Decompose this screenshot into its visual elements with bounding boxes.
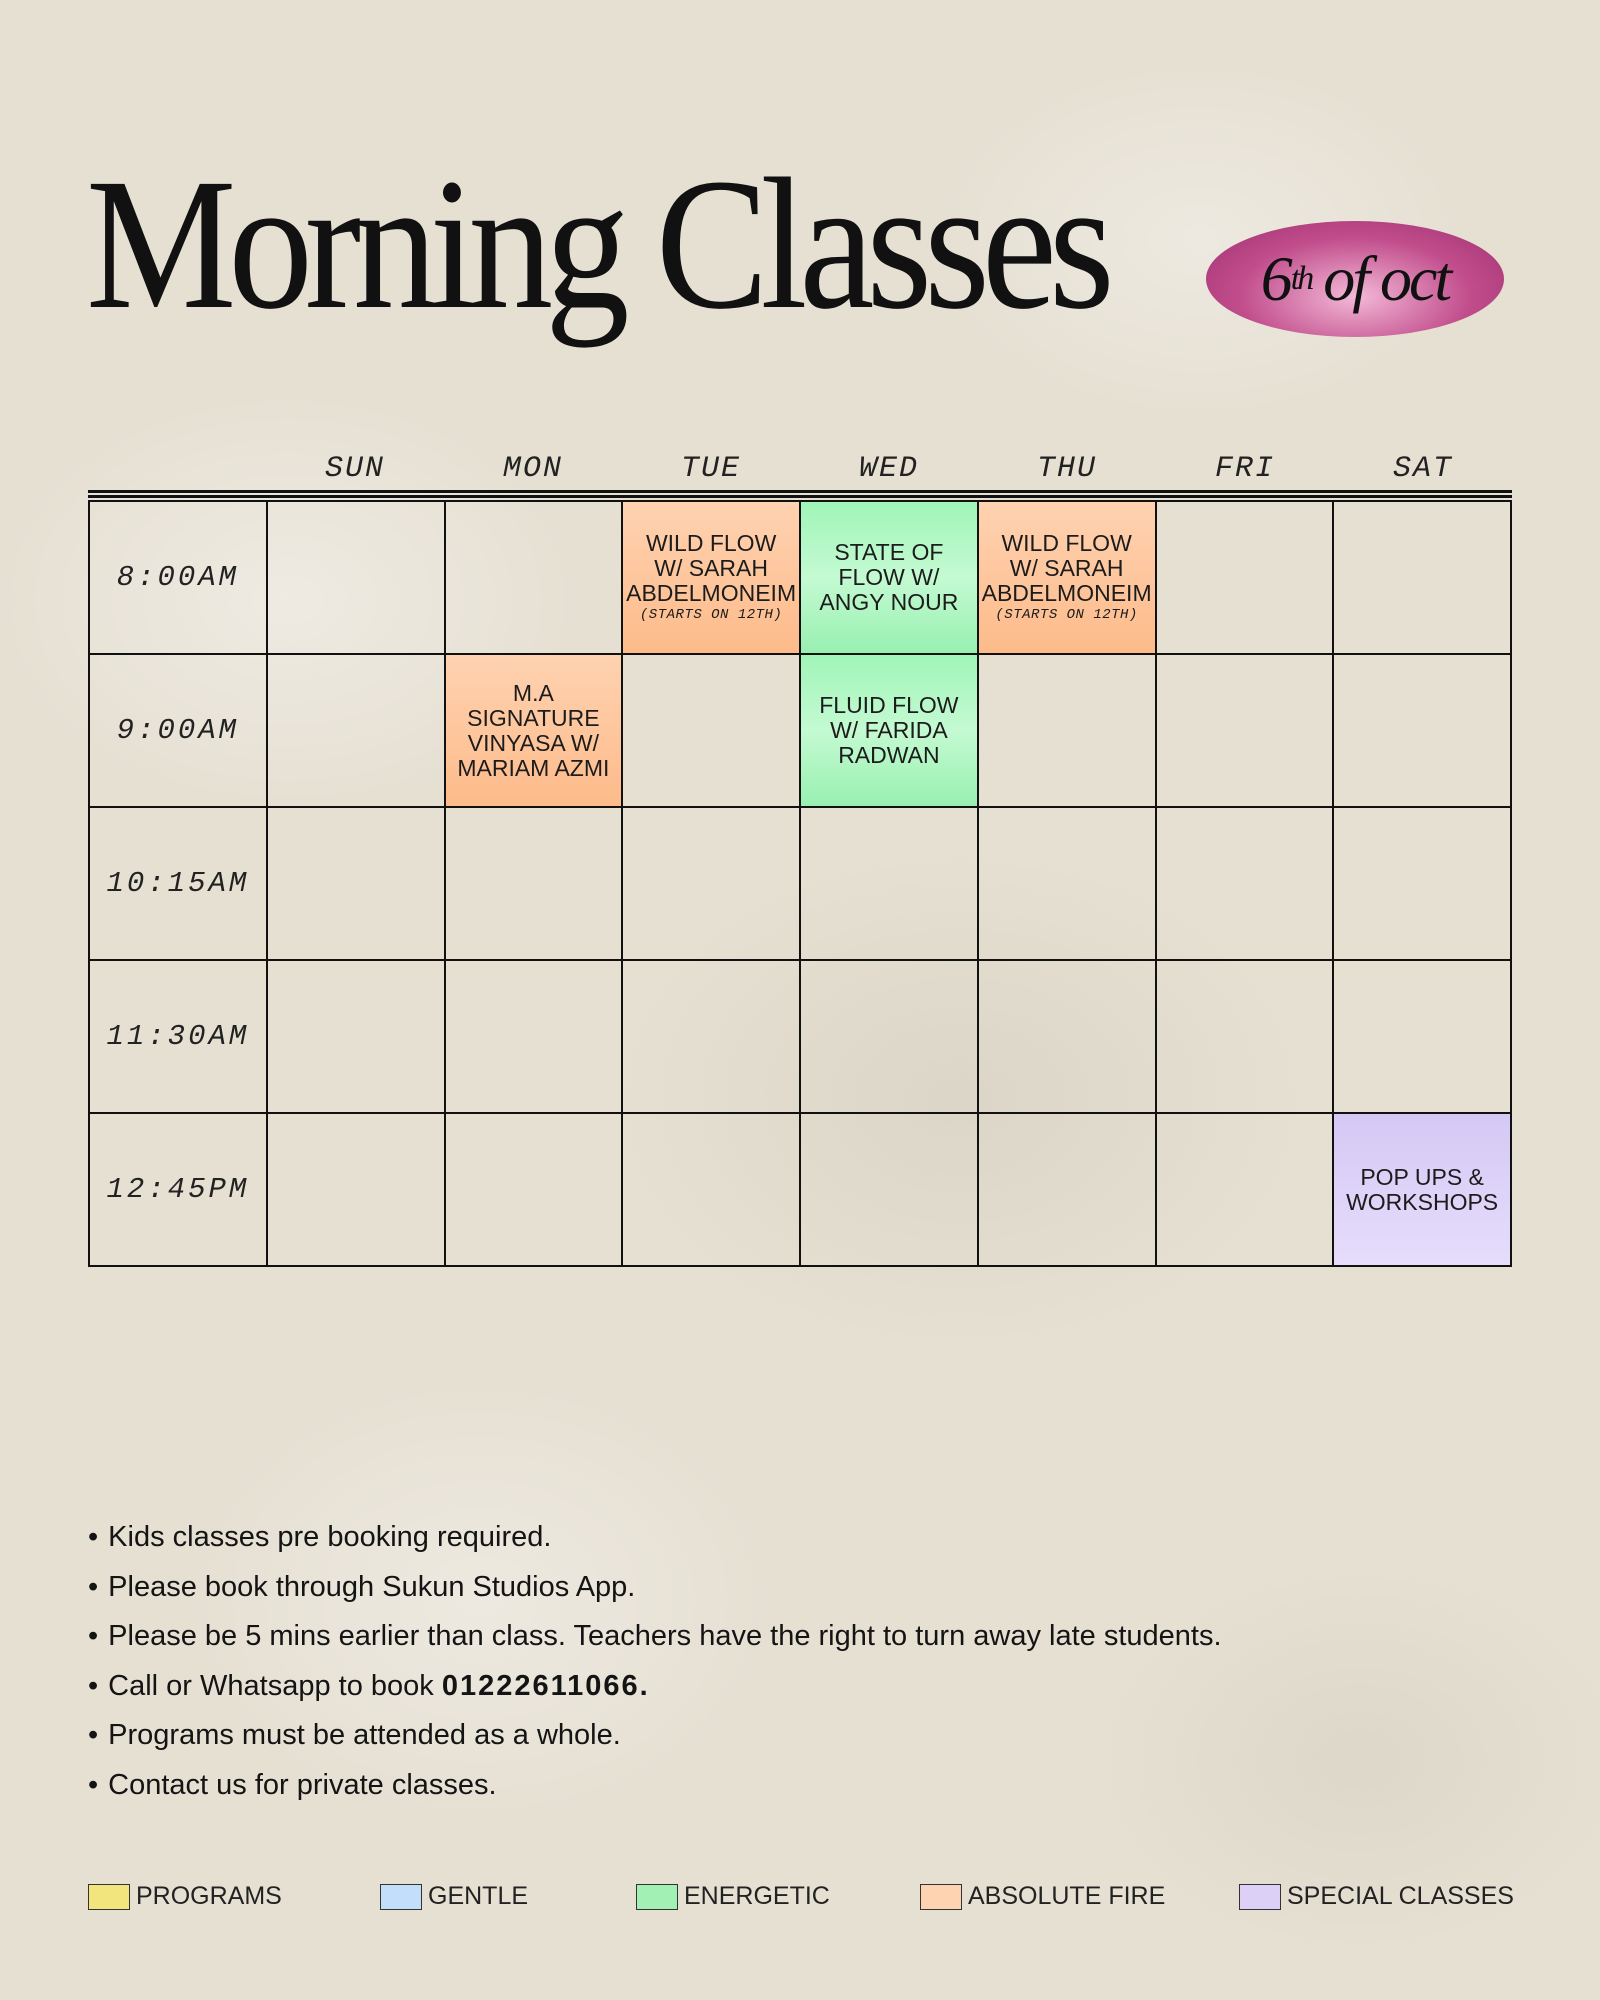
day-tue: TUE	[680, 452, 741, 486]
class-note: (STARTS ON 12TH)	[639, 607, 783, 623]
phone-number[interactable]: 01222611066.	[441, 1669, 650, 1702]
class-thu-800[interactable]	[978, 501, 1156, 654]
time-label: 8:00AM	[116, 561, 240, 594]
note-item: • Please book through Sukun Studios App.	[88, 1563, 1222, 1613]
class-mon-900[interactable]	[445, 654, 623, 807]
date-month: of oct	[1323, 243, 1450, 314]
class-line: W/ SARAH	[654, 555, 768, 581]
class-line: MARIAM AZMI	[457, 754, 610, 781]
time-label: 11:30AM	[106, 1020, 250, 1053]
date-day: 6	[1260, 243, 1290, 314]
time-cell	[89, 960, 267, 1113]
class-line: RADWAN	[838, 742, 940, 768]
slot-wed-1245	[800, 1113, 978, 1266]
slot-sun-800	[267, 501, 445, 654]
class-wed-800[interactable]	[800, 501, 978, 654]
slot-fri-800	[1156, 501, 1334, 654]
class-sat-1245[interactable]	[1333, 1113, 1511, 1266]
slot-wed-1130	[800, 960, 978, 1113]
note-item: • Please be 5 mins earlier than class. Teachers have the right to turn away late students.	[88, 1612, 1222, 1662]
legend-item-programs	[88, 1882, 282, 1911]
slot-sun-1130	[267, 960, 445, 1113]
slot-tue-1130	[622, 960, 800, 1113]
schedule-grid	[88, 500, 1512, 1267]
slot-sat-900	[1333, 654, 1511, 807]
day-fri: FRI	[1214, 452, 1275, 486]
note-item: • Kids classes pre booking required.	[88, 1513, 1222, 1563]
class-line: W/ FARIDA	[830, 717, 948, 743]
legend-item-energetic	[636, 1882, 830, 1911]
day-header-row	[266, 452, 1512, 492]
legend-item-gentle	[380, 1882, 528, 1911]
time-cell	[89, 1113, 267, 1266]
slot-sat-1130	[1333, 960, 1511, 1113]
legend-item-special-classes	[1239, 1882, 1514, 1911]
header-rule-bottom	[88, 495, 1512, 498]
slot-thu-900	[978, 654, 1156, 807]
slot-mon-1130	[445, 960, 623, 1113]
class-tue-800[interactable]	[622, 501, 800, 654]
legend-swatch	[88, 1884, 130, 1910]
slot-sat-800	[1333, 501, 1511, 654]
legend-label: ABSOLUTE FIRE	[968, 1882, 1166, 1910]
legend-label: ENERGETIC	[684, 1882, 830, 1910]
day-sun: SUN	[324, 452, 385, 486]
note-item: • Programs must be attended as a whole.	[88, 1711, 1222, 1761]
class-wed-900[interactable]	[800, 654, 978, 807]
class-line: POP UPS &	[1360, 1163, 1484, 1190]
slot-tue-1015	[622, 807, 800, 960]
class-line: ABDELMONEIM	[981, 580, 1152, 606]
date-badge	[1206, 221, 1504, 337]
class-line: STATE OF	[834, 539, 944, 565]
slot-mon-800	[445, 501, 623, 654]
slot-sun-1245	[267, 1113, 445, 1266]
date-suffix: th	[1290, 260, 1312, 297]
day-wed: WED	[858, 452, 919, 486]
time-cell	[89, 654, 267, 807]
time-label: 10:15AM	[106, 867, 250, 900]
legend-swatch	[920, 1884, 962, 1910]
class-line: WILD FLOW	[1001, 530, 1132, 556]
slot-thu-1130	[978, 960, 1156, 1113]
class-line: ABDELMONEIM	[626, 580, 797, 606]
slot-wed-1015	[800, 807, 978, 960]
class-line: FLOW W/	[838, 564, 940, 590]
time-label: 9:00AM	[116, 714, 240, 747]
header-rule-top	[88, 490, 1512, 493]
slot-sun-1015	[267, 807, 445, 960]
legend-label: SPECIAL CLASSES	[1287, 1882, 1514, 1910]
slot-tue-1245	[622, 1113, 800, 1266]
slot-mon-1015	[445, 807, 623, 960]
day-sat: SAT	[1392, 452, 1453, 486]
class-line: WORKSHOPS	[1346, 1188, 1499, 1215]
day-thu: THU	[1036, 452, 1097, 486]
slot-sun-900	[267, 654, 445, 807]
slot-thu-1245	[978, 1113, 1156, 1266]
legend-swatch	[1239, 1884, 1281, 1910]
legend-swatch	[380, 1884, 422, 1910]
class-line: ANGY NOUR	[819, 589, 959, 615]
slot-fri-1245	[1156, 1113, 1334, 1266]
legend-swatch	[636, 1884, 678, 1910]
notes-list	[88, 1513, 1222, 1810]
slot-tue-900	[622, 654, 800, 807]
time-cell	[89, 501, 267, 654]
day-mon: MON	[502, 452, 563, 486]
slot-thu-1015	[978, 807, 1156, 960]
note-item-booking	[88, 1662, 1222, 1712]
class-line: M.A	[512, 679, 554, 706]
note-item: • Contact us for private classes.	[88, 1761, 1222, 1811]
time-label: 12:45PM	[106, 1173, 250, 1206]
slot-fri-1130	[1156, 960, 1334, 1113]
legend	[0, 1882, 1600, 1914]
class-line: W/ SARAH	[1009, 555, 1124, 581]
slot-mon-1245	[445, 1113, 623, 1266]
legend-label: PROGRAMS	[136, 1882, 282, 1910]
slot-sat-1015	[1333, 807, 1511, 960]
slot-fri-1015	[1156, 807, 1334, 960]
page-title: Morning Classes	[86, 139, 1107, 348]
note-text: Call or Whatsapp to book	[108, 1669, 442, 1702]
class-line: SIGNATURE	[467, 704, 600, 731]
class-note: (STARTS ON 12TH)	[995, 607, 1138, 623]
class-line: FLUID FLOW	[819, 692, 959, 718]
class-line: WILD FLOW	[645, 530, 777, 556]
legend-label: GENTLE	[428, 1882, 529, 1910]
slot-fri-900	[1156, 654, 1334, 807]
time-cell	[89, 807, 267, 960]
legend-item-absolute-fire	[920, 1882, 1165, 1911]
class-line: VINYASA W/	[467, 729, 599, 756]
